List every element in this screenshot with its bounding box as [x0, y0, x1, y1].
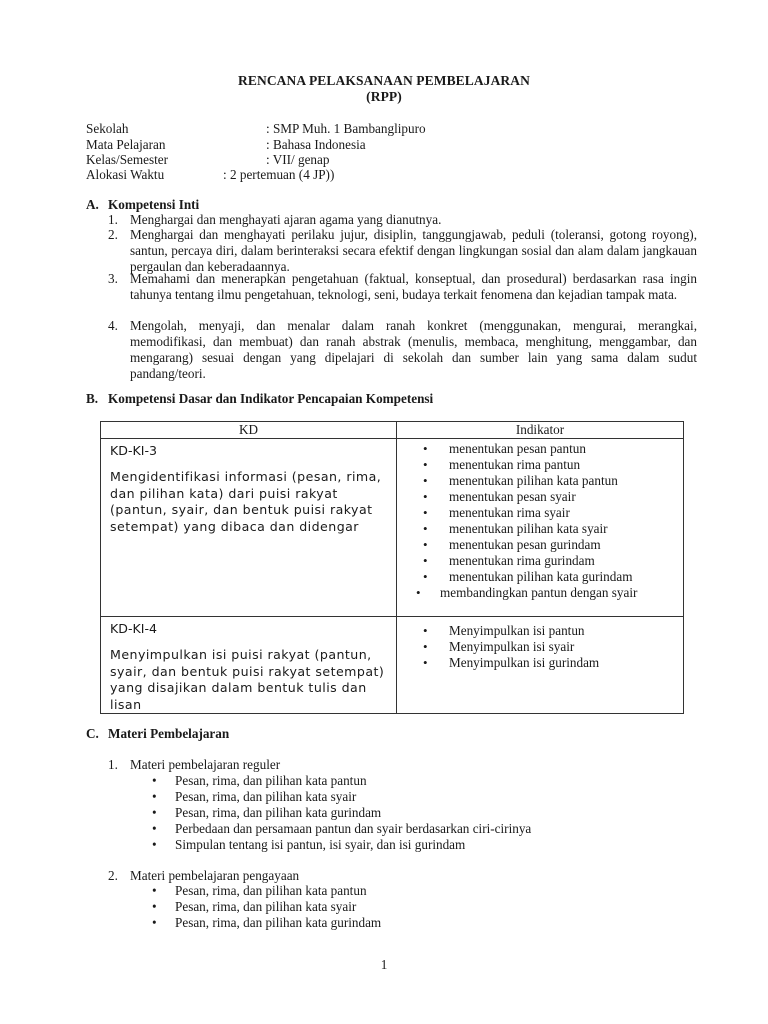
materi-item: • Pesan, rima, dan pilihan kata pantun	[152, 773, 367, 788]
ki-number: 1.	[108, 212, 118, 227]
indicator-item: • menentukan rima syair	[397, 505, 683, 521]
page-number: 1	[380, 957, 388, 972]
ki-number: 2.	[108, 227, 118, 242]
materi-title: Materi pembelajaran reguler	[130, 757, 281, 772]
table-header-indikator: Indikator	[397, 422, 684, 439]
indicator-item: • menentukan pesan syair	[397, 489, 683, 505]
indicator-cell	[397, 617, 684, 714]
indicator-list	[397, 441, 683, 601]
materi-item: • Pesan, rima, dan pilihan kata gurindam	[152, 805, 382, 820]
ki-text: Mengolah, menyaji, dan menalar dalam ranah konkret (menggunakan, mengurai, merangkai, memodifikasi, dan membuat) dan ranah abstrak (menulis, membaca, menghitung, menggambar, dan mengarang) sesuai dengan yang dipelajari di sekolah dan sumber lain yang sama dalam sudut pandang/teori.	[130, 318, 697, 381]
section-a-heading	[86, 197, 199, 213]
indicator-item: • Menyimpulkan isi pantun	[397, 623, 683, 639]
ki-number: 3.	[108, 271, 118, 286]
section-letter: A.	[86, 197, 99, 212]
materi-title: Materi pembelajaran pengayaan	[130, 868, 300, 883]
table-row	[101, 617, 684, 714]
ki-item-4	[108, 318, 697, 382]
meta-label: Alokasi Waktu	[86, 167, 165, 182]
materi-number: 2.	[108, 868, 118, 883]
section-b-heading	[86, 391, 433, 407]
ki-item-3	[108, 271, 697, 303]
materi-item-text: Pesan, rima, dan pilihan kata syair	[175, 789, 357, 804]
materi-item-text: Pesan, rima, dan pilihan kata gurindam	[175, 805, 382, 820]
kd-indicator-table	[100, 421, 684, 714]
indicator-item: • membandingkan pantun dengan syair	[397, 585, 683, 601]
meta-value: : Bahasa Indonesia	[266, 137, 366, 152]
section-title: Kompetensi Inti	[108, 197, 200, 212]
indicator-item: • menentukan pilihan kata syair	[397, 521, 683, 537]
section-letter: C.	[86, 726, 99, 741]
table-header-kd: KD	[101, 422, 397, 439]
ki-text: Menghargai dan menghayati perilaku jujur, disiplin, tanggungjawab, peduli (toleransi, gotong royong), santun, percaya diri, dalam berinteraksi secara efektif dengan lingkungan sosial dan alam dalam jangkauan pergaulan dan keberadaannya.	[130, 227, 697, 274]
materi-item-text: Pesan, rima, dan pilihan kata syair	[175, 899, 357, 914]
kd-description: Mengidentifikasi informasi (pesan, rima, dan pilihan kata) dari puisi rakyat (pantun, syair, dan bentuk puisi rakyat setempat) yang dibaca dan didengar	[110, 469, 382, 534]
meta-value: : SMP Muh. 1 Bambanglipuro	[266, 121, 426, 136]
ki-number: 4.	[108, 318, 118, 333]
materi-group-2	[108, 868, 299, 884]
meta-value: : 2 pertemuan (4 JP))	[223, 167, 335, 182]
table-header-row	[101, 422, 684, 439]
kd-code: KD-KI-3	[110, 443, 158, 458]
meta-value: : VII/ genap	[266, 152, 330, 167]
materi-item: • Pesan, rima, dan pilihan kata syair	[152, 789, 357, 804]
kd-cell	[101, 439, 397, 617]
indicator-item: • Menyimpulkan isi gurindam	[397, 655, 683, 671]
kd-cell	[101, 617, 397, 714]
indicator-item: • menentukan pesan gurindam	[397, 537, 683, 553]
section-title: Kompetensi Dasar dan Indikator Pencapaian Kompetensi	[108, 391, 434, 406]
ki-item-2	[108, 227, 697, 275]
indicator-item: • menentukan rima gurindam	[397, 553, 683, 569]
indicator-item: • Menyimpulkan isi syair	[397, 639, 683, 655]
materi-item-text: Simpulan tentang isi pantun, isi syair, dan isi gurindam	[175, 837, 466, 852]
materi-item: • Simpulan tentang isi pantun, isi syair, dan isi gurindam	[152, 837, 466, 852]
section-title: Materi Pembelajaran	[108, 726, 230, 741]
section-c-heading	[86, 726, 229, 742]
kd-code: KD-KI-4	[110, 621, 158, 636]
kd-description: Menyimpulkan isi puisi rakyat (pantun, syair, dan bentuk puisi rakyat setempat) yang disajikan dalam bentuk tulis dan lisan	[110, 647, 385, 712]
meta-label: Kelas/Semester	[86, 152, 169, 167]
indicator-list	[397, 623, 683, 671]
materi-item: • Pesan, rima, dan pilihan kata syair	[152, 899, 357, 914]
meta-label: Sekolah	[86, 121, 129, 136]
indicator-item: • menentukan pilihan kata pantun	[397, 473, 683, 489]
materi-item-text: Perbedaan dan persamaan pantun dan syair berdasarkan ciri-cirinya	[175, 821, 532, 836]
ki-item-1	[108, 212, 697, 228]
indicator-item: • menentukan rima pantun	[397, 457, 683, 473]
indicator-cell	[397, 439, 684, 617]
materi-item-text: Pesan, rima, dan pilihan kata gurindam	[175, 915, 382, 930]
materi-group-1	[108, 757, 280, 773]
materi-item: • Pesan, rima, dan pilihan kata pantun	[152, 883, 367, 898]
ki-text: Menghargai dan menghayati ajaran agama yang dianutnya.	[130, 212, 442, 227]
indicator-item: • menentukan pilihan kata gurindam	[397, 569, 683, 585]
table-row	[101, 439, 684, 617]
meta-label: Mata Pelajaran	[86, 137, 166, 152]
materi-item-text: Pesan, rima, dan pilihan kata pantun	[175, 773, 367, 788]
materi-item: • Pesan, rima, dan pilihan kata gurindam	[152, 915, 382, 930]
materi-number: 1.	[108, 757, 118, 772]
materi-item: • Perbedaan dan persamaan pantun dan syair berdasarkan ciri-cirinya	[152, 821, 532, 836]
section-letter: B.	[86, 391, 99, 406]
indicator-item: • menentukan pesan pantun	[397, 441, 683, 457]
document-title: RENCANA PELAKSANAAN PEMBELAJARAN	[238, 73, 530, 88]
ki-text: Memahami dan menerapkan pengetahuan (faktual, konseptual, dan prosedural) berdasarkan rasa ingin tahunya tentang ilmu pengetahuan, teknologi, seni, budaya terkait fenomena dan kejadian tampak mata.	[130, 271, 697, 302]
document-subtitle: (RPP)	[366, 89, 402, 104]
materi-item-text: Pesan, rima, dan pilihan kata pantun	[175, 883, 367, 898]
